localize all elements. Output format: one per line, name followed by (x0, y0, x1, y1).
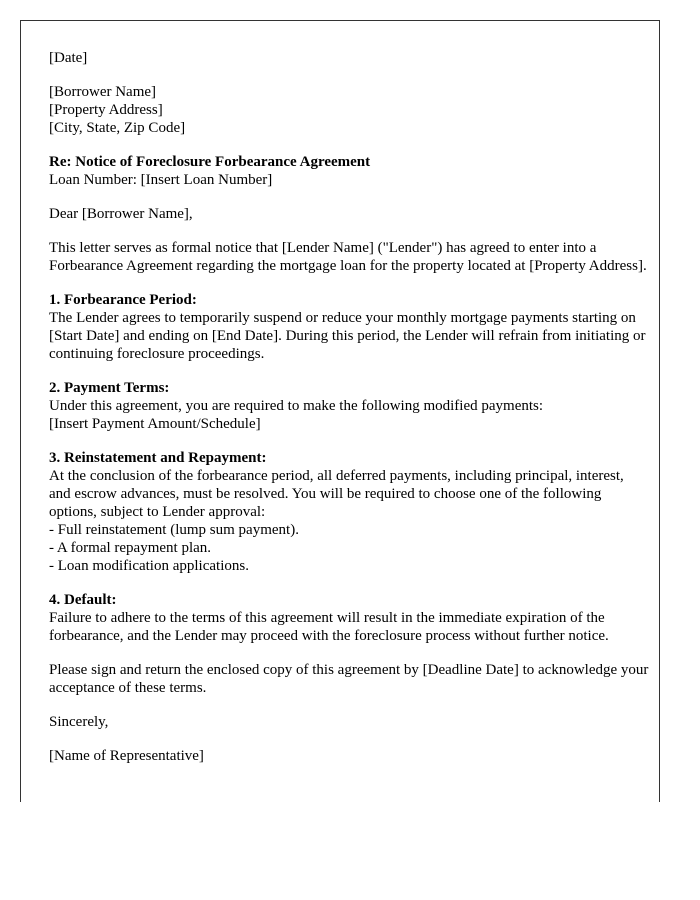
closing: Sincerely, (49, 714, 109, 730)
loan-number: Loan Number: [Insert Loan Number] (49, 172, 273, 188)
subject-block (49, 153, 649, 189)
section-payment-terms (49, 379, 649, 433)
recipient-address: [Property Address] (49, 102, 163, 118)
recipient-block (49, 83, 649, 137)
signature: [Name of Representative] (49, 748, 204, 764)
salutation: Dear [Borrower Name], (49, 206, 193, 222)
section-default (49, 591, 649, 645)
section-body: At the conclusion of the forbearance period, all deferred payments, including principal, interest, and escrow advances, must be resolved. You will be required to choose one of the following options, subject to Lender approval: (49, 468, 624, 520)
section-body: Under this agreement, you are required to make the following modified payments: (49, 398, 544, 414)
section-heading: 3. Reinstatement and Repayment: (49, 450, 267, 466)
intro-paragraph: This letter serves as formal notice that [Lender Name] ("Lender") has agreed to enter into a Forbearance Agreement regarding the mortgage loan for the property located at [Property Address]. (49, 240, 647, 274)
recipient-name: [Borrower Name] (49, 84, 157, 100)
payment-schedule: [Insert Payment Amount/Schedule] (49, 416, 261, 432)
section-heading: 2. Payment Terms: (49, 380, 170, 396)
subject-line: Re: Notice of Foreclosure Forbearance Agreement (49, 154, 371, 170)
section-body: Failure to adhere to the terms of this agreement will result in the immediate expiration of the forbearance, and the Lender may proceed with the foreclosure process without further notice. (49, 610, 609, 644)
section-body: The Lender agrees to temporarily suspend or reduce your monthly mortgage payments starting on [Start Date] and ending on [End Date]. During this period, the Lender will refrain from initiating or continuing foreclosure proceedings. (49, 310, 646, 362)
letter-page (20, 20, 660, 802)
option-item: - A formal repayment plan. (49, 540, 212, 556)
section-heading: 4. Default: (49, 592, 117, 608)
letter-content (49, 49, 649, 781)
section-forbearance-period (49, 291, 649, 363)
recipient-city: [City, State, Zip Code] (49, 120, 186, 136)
section-heading: 1. Forbearance Period: (49, 292, 197, 308)
closing-request: Please sign and return the enclosed copy of this agreement by [Deadline Date] to acknowledge your acceptance of these terms. (49, 662, 649, 696)
option-item: - Loan modification applications. (49, 558, 249, 574)
option-item: - Full reinstatement (lump sum payment). (49, 522, 299, 538)
letter-date: [Date] (49, 50, 88, 66)
section-reinstatement (49, 449, 649, 575)
